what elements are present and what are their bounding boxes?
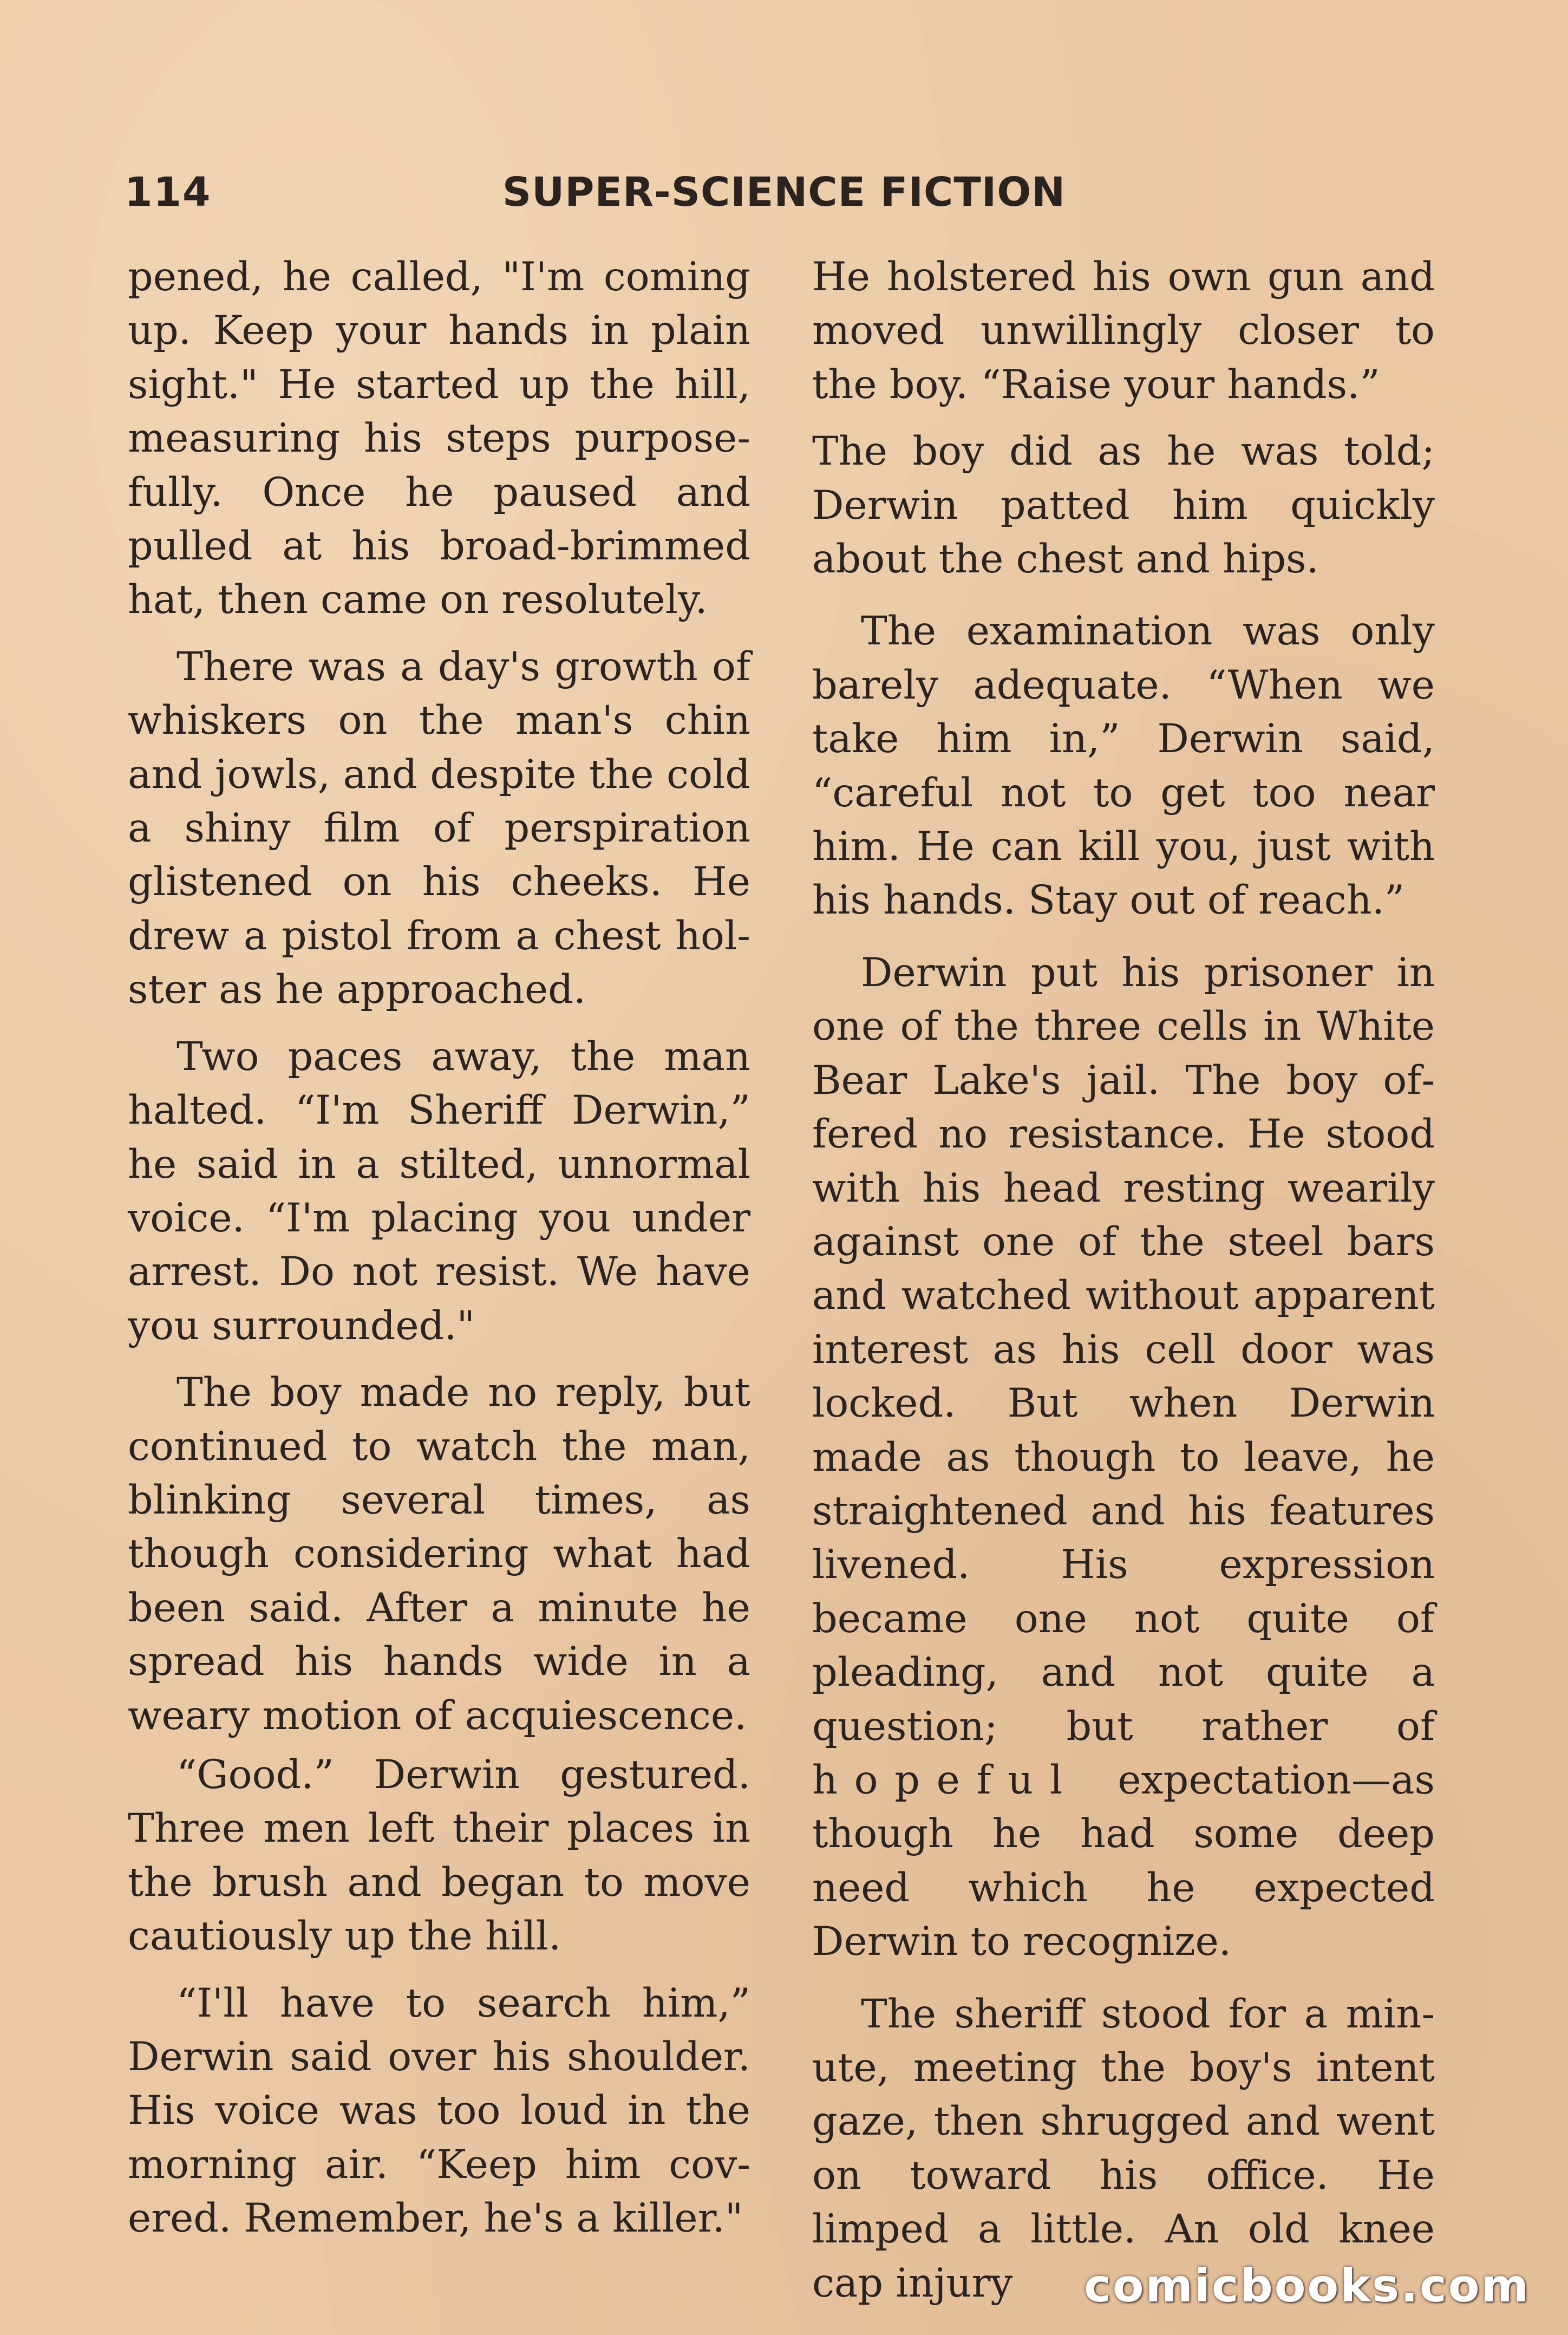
- paragraph: “Good.” Derwin gestured. Three men left their places in the brush and began to move cautiously up the hill.: [128, 1751, 750, 1960]
- paragraph: The boy made no reply, but continued to watch the man, blinking several times, as though considering what had been said. After a minute he spread his hands wide in a weary motion of acquiescence.: [128, 1369, 750, 1739]
- paragraph: There was a day's growth of whiskers on the man's chin and jowls, and despite the cold a shiny film of perspiration glistened on his cheeks. He drew a pistol from a chest holster as he approached.: [128, 643, 750, 1013]
- paragraph: [812, 946, 1435, 1969]
- paragraph-text: Derwin put his prisoner in one of the three cells in White Bear Lake's jail. The boy offered no resistance. He stood with his head resting wearily against one of the steel bars and watched without apparent interest as his cell door was locked. But when Derwin made as though to leave, he straightened and his features livened. His expression became one not quite of pleading, and not quite a question; but rather of: [812, 949, 1435, 1750]
- page-header: [125, 169, 1443, 229]
- paragraph: The boy did as he was told; Derwin patted him quickly about the chest and hips.: [812, 428, 1435, 583]
- paragraph: The sheriff stood for a minute, meeting the boy's intent gaze, then shrugged and went on toward his office. He limped a little. An old knee cap injury: [812, 1991, 1435, 2306]
- watermark: comicbooks.com: [1084, 2259, 1530, 2312]
- paragraph: He holstered his own gun and moved unwillingly closer to the boy. “Raise your hands.”: [812, 254, 1435, 408]
- left-column: [128, 250, 750, 2246]
- paragraph-text: expectation—as though he had some deep need which he expected Derwin to recognize.: [812, 1757, 1435, 1965]
- spaced-word: hopeful: [812, 1757, 1079, 1803]
- paragraph: “I'll have to search him,” Derwin said over his shoulder. His voice was too loud in the morning air. “Keep him covered. Remember, he's a killer.": [128, 1980, 750, 2242]
- right-column: [812, 250, 1435, 2310]
- paragraph: The examination was only barely adequate. “When we take him in,” Derwin said, “careful not to get too near him. He can kill you, just with his hands. Stay out of reach.”: [812, 608, 1435, 924]
- paragraph: Two paces away, the man halted. “I'm Sheriff Derwin,” he said in a stilted, unnormal voice. “I'm placing you under arrest. Do not resist. We have you surrounded.": [128, 1033, 750, 1349]
- paragraph: pened, he called, "I'm coming up. Keep your hands in plain sight." He started up the hill, measuring his steps purposefully. Once he paused and pulled at his broad-brimmed hat, then came on resolutely.: [128, 254, 750, 623]
- running-head: SUPER-SCIENCE FICTION: [502, 169, 1066, 216]
- page-number: 114: [125, 169, 212, 216]
